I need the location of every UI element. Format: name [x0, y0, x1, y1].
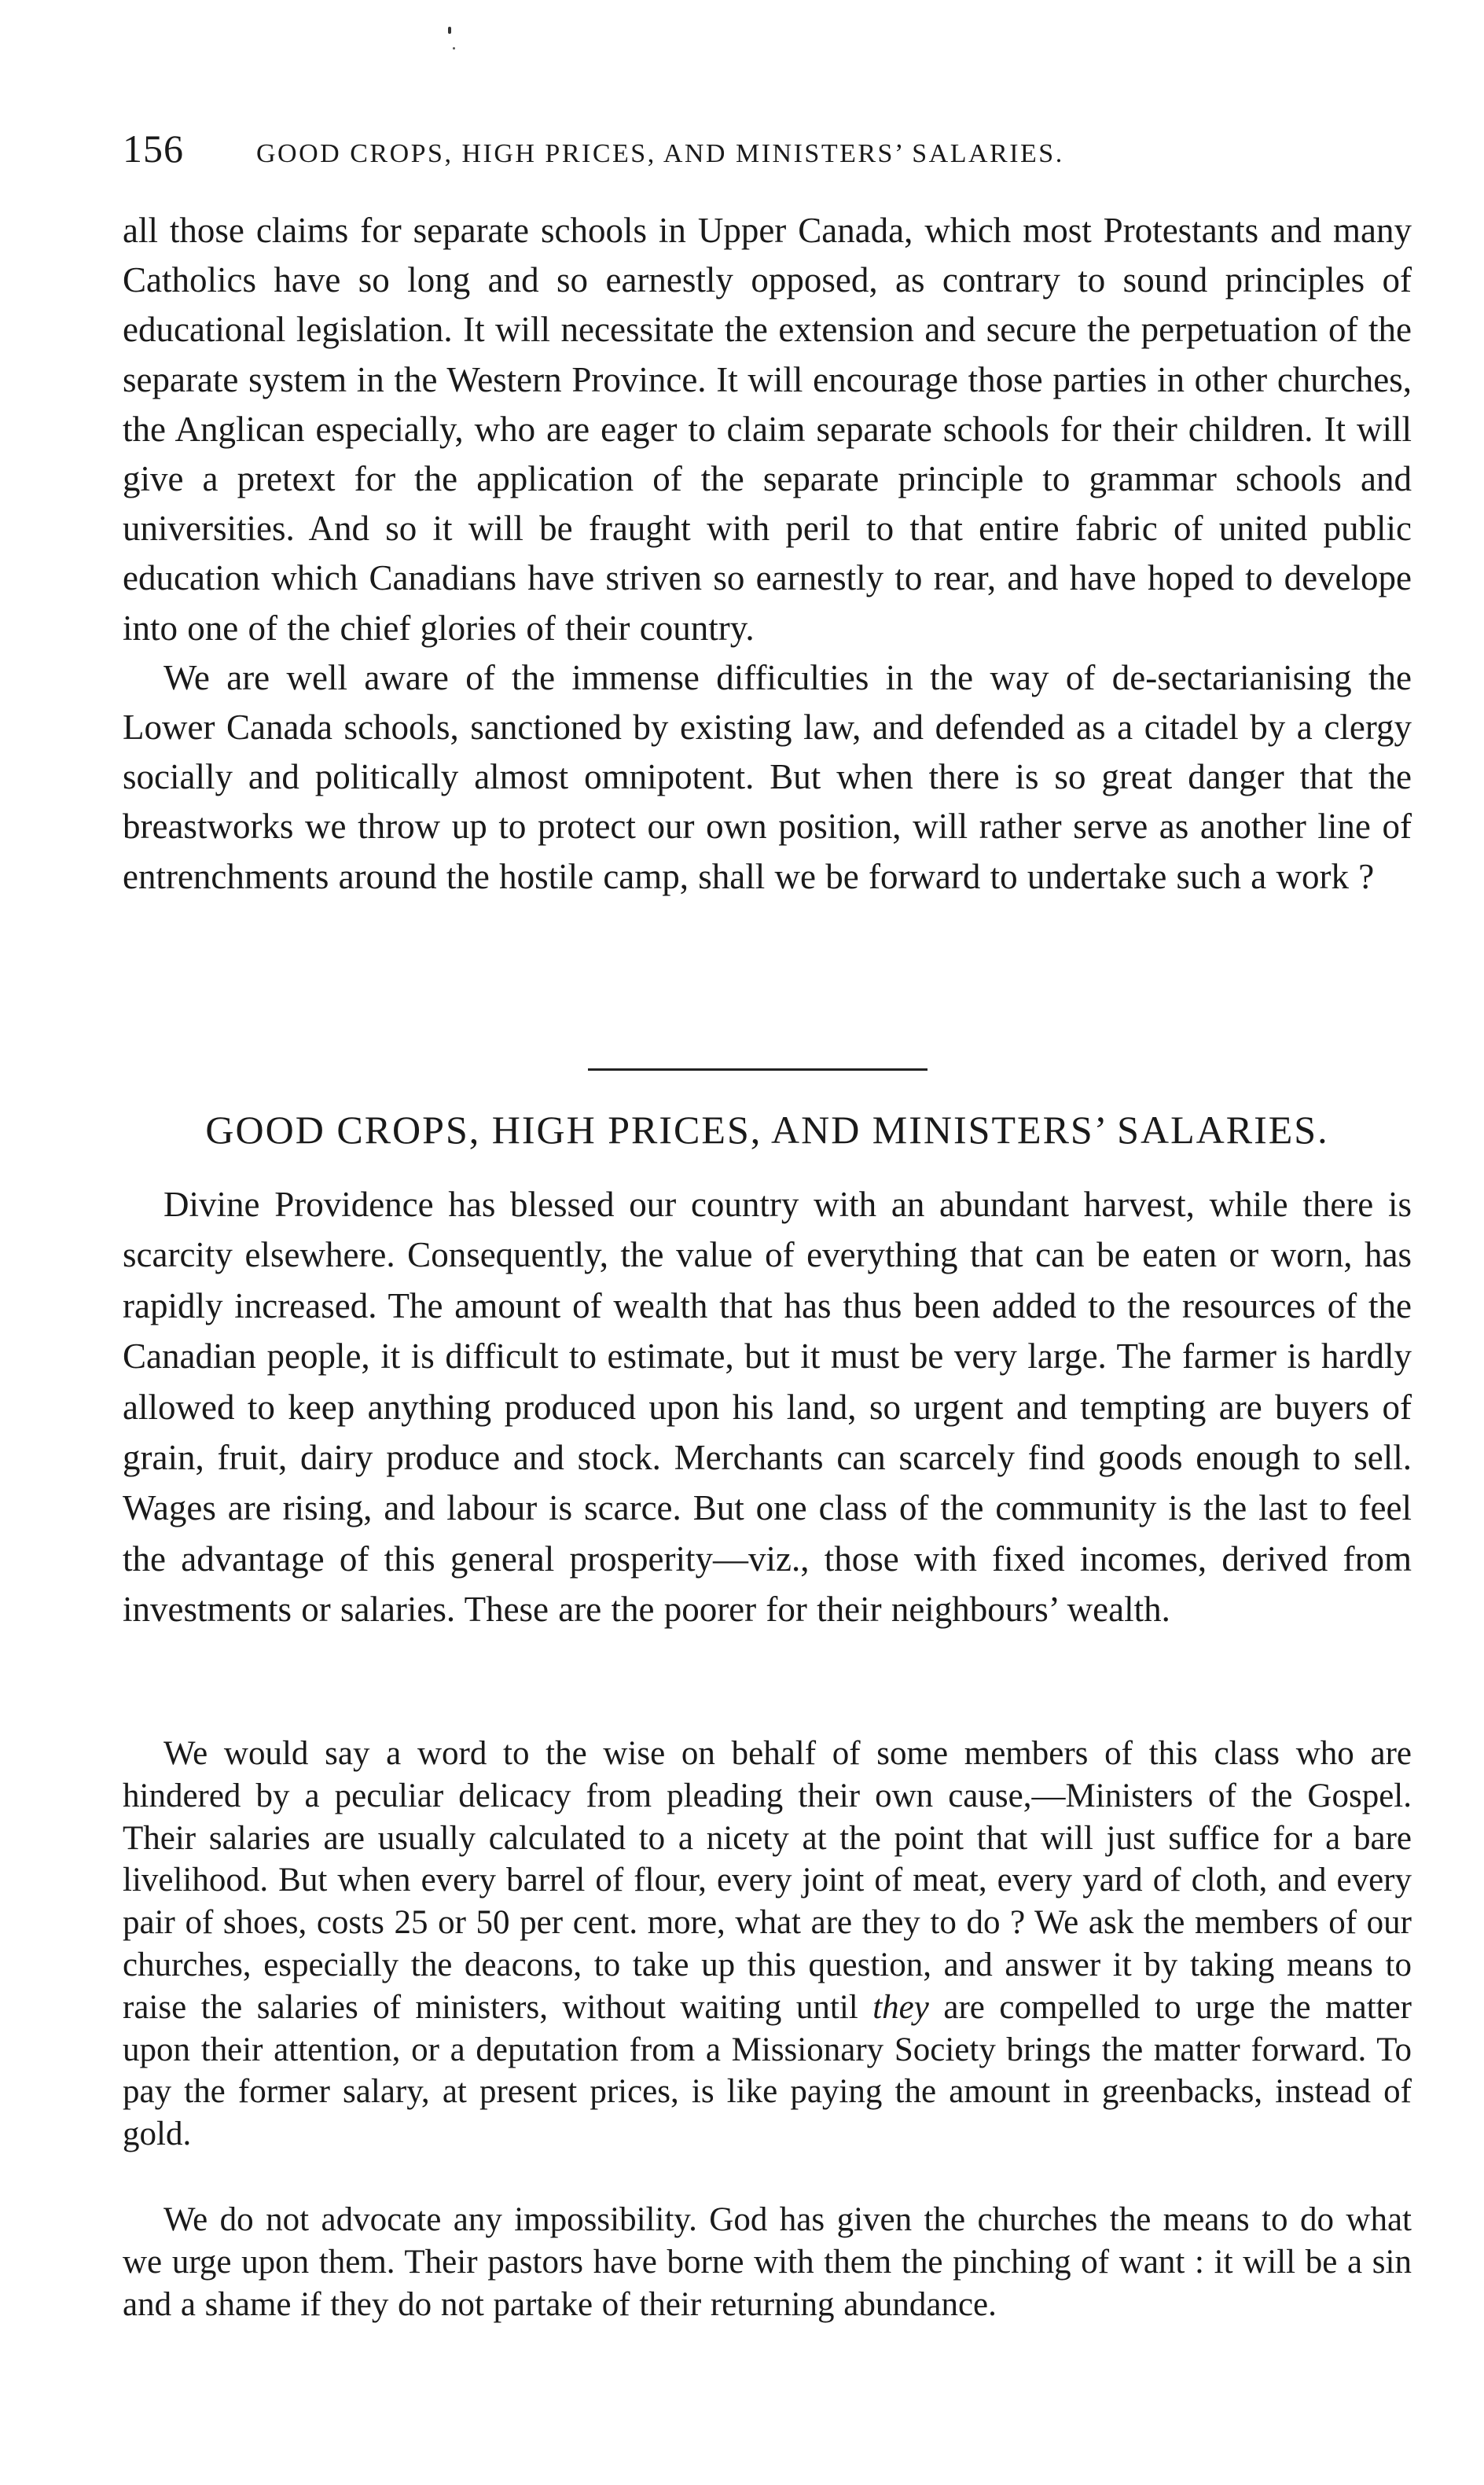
paragraph	[123, 1733, 1412, 2156]
article-body	[123, 1733, 1412, 2156]
emphasis-text: they	[872, 1988, 929, 2026]
paragraph-text: We would say a word to the wise on behalf of some members of this class who are hindered by a peculiar delicacy from pleading their own cause,—Ministers of the Gospel. Their salaries are usually calculated to a nicety at the point that will just suffice for a bare livelihood. But when every barrel of flour, every joint of meat, every yard of cloth, and every pair of shoes, costs 25 or 50 per cent. more, what are they to do ? We ask the members of our churches, especially the deacons, to take up this question, and answer it by taking means to raise the salaries of ministers, without waiting until	[123, 1735, 1412, 2026]
book-page	[123, 0, 1412, 2485]
print-speck	[453, 47, 455, 50]
article-title: GOOD CROPS, HIGH PRICES, AND MINISTERS’ SALARIES.	[205, 1108, 1329, 1152]
paragraph: Divine Providence has blessed our country with an abundant harvest, while there is scarcity elsewhere. Consequently, the value of everything that can be eaten or worn, has rapidly increased. The amount of wealth that has thus been added to the resources of the Canadian people, it is difficult to estimate, but it must be very large. The farmer is hardly allowed to keep anything produced upon his land, so urgent and tempting are buyers of grain, fruit, dairy produce and stock. Merchants can scarcely find goods enough to sell. Wages are rising, and labour is scarce. But one class of the community is the last to feel the advantage of this general prosperity—viz., those with fixed incomes, derived from investments or salaries. These are the poorer for their neighbours’ wealth.	[123, 1185, 1412, 1630]
running-head	[123, 126, 1412, 173]
article-body	[123, 2199, 1412, 2326]
paragraph: We are well aware of the immense difficulties in the way of de-sectarianising the Lower Canada schools, sanctioned by existing law, and defended as a citadel by a clergy socially and politically almost omnipotent. But when there is so great danger that the breastworks we throw up to protect our own position, will rather serve as another line of entrenchments around the hostile camp, shall we be forward to undertake such a work ?	[123, 657, 1412, 896]
print-speck	[448, 27, 451, 34]
running-title: GOOD CROPS, HIGH PRICES, AND MINISTERS’ SALARIES.	[256, 139, 1064, 168]
paragraph: all those claims for separate schools in Upper Canada, which most Protestants and many Catholics have so long and so earnestly opposed, as contrary to sound principles of educational legislation. It will necessitate the extension and secure the perpetuation of the separate system in the Western Province. It will encourage those parties in other churches, the Anglican especially, who are eager to claim separate schools for their children. It will give a pretext for the application of the separate principle to grammar schools and universities. And so it will be fraught with peril to that entire fabric of united public education which Canadians have striven so earnestly to rear, and have hoped to develope into one of the chief glories of their country.	[123, 211, 1412, 648]
section-divider	[588, 1068, 928, 1071]
page-number: 156	[123, 127, 184, 171]
article-body	[123, 1179, 1412, 1635]
paragraph-text: are compelled to urge the matter upon their attention, or a deputation from a Missionary Society brings the matter forward. To pay the former salary, at present prices, is like paying the amount in greenbacks, instead of gold.	[123, 1988, 1412, 2153]
continuation-text	[123, 206, 1412, 902]
paragraph: We do not advocate any impossibility. God has given the churches the means to do what we urge upon them. Their pastors have borne with them the pinching of want : it will be a sin and a shame if they do not partake of their returning abundance.	[123, 2201, 1412, 2323]
